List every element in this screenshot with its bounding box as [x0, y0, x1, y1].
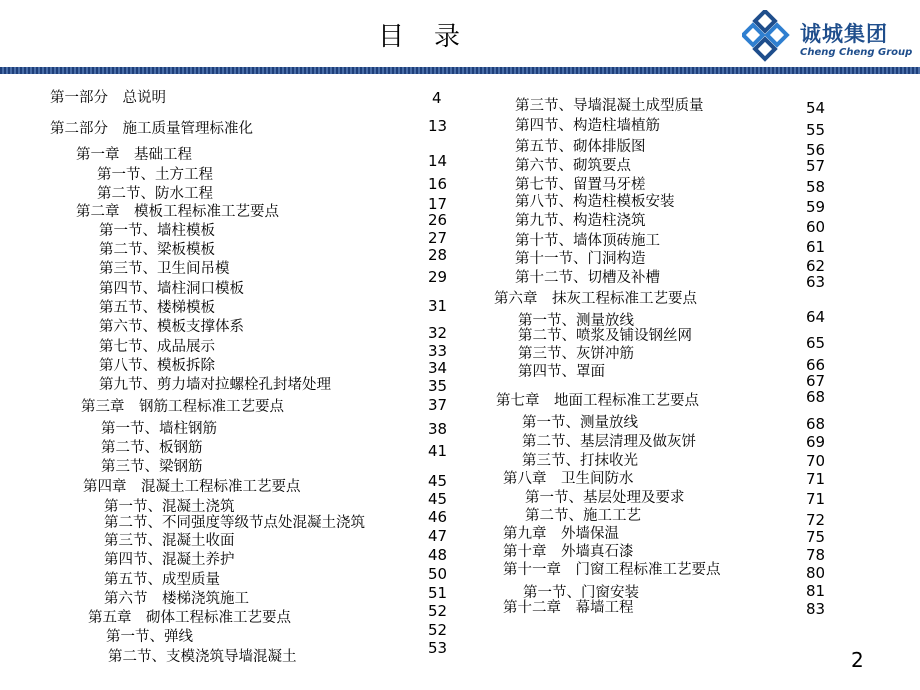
toc-entry: 第十二节、切槽及补槽 — [515, 270, 660, 286]
toc-entry: 第六章 抹灰工程标准工艺要点 — [494, 291, 697, 307]
toc-entry: 第四章 混凝土工程标准工艺要点 — [83, 479, 301, 495]
toc-page: 71 — [806, 490, 826, 508]
toc-entry: 第一节、土方工程 — [97, 167, 213, 183]
toc-entry: 第四节、构造柱墙植筋 — [515, 118, 660, 134]
toc-entry: 第一节、弹线 — [106, 629, 193, 645]
toc-entry: 第十节、墙体顶砖施工 — [515, 233, 660, 249]
toc-entry: 第一节、测量放线 — [518, 313, 634, 329]
toc-entry: 第二节、喷浆及铺设钢丝网 — [518, 328, 692, 344]
page-number: 2 — [851, 648, 864, 672]
toc-page: 80 — [806, 564, 826, 582]
toc-entry: 第一节、混凝土浇筑 — [104, 499, 235, 515]
toc-page: 65 — [806, 334, 826, 352]
toc-entry: 第二节、板钢筋 — [101, 440, 203, 456]
toc-entry: 第三节、卫生间吊模 — [99, 261, 230, 277]
toc-page: 29 — [428, 268, 448, 286]
toc-entry: 第四节、墙柱洞口模板 — [99, 281, 244, 297]
toc-entry: 第十一章 门窗工程标准工艺要点 — [503, 562, 721, 578]
toc-page: 32 — [428, 324, 448, 342]
toc-entry: 第六节、模板支撑体系 — [99, 319, 244, 335]
toc-page: 17 — [428, 195, 448, 213]
toc-entry: 第五章 砌体工程标准工艺要点 — [88, 610, 291, 626]
toc-page: 81 — [806, 582, 826, 600]
company-logo — [742, 8, 914, 64]
toc-page: 61 — [806, 238, 826, 256]
toc-page: 58 — [806, 178, 826, 196]
toc-page: 14 — [428, 152, 448, 170]
toc-page: 69 — [806, 433, 826, 451]
toc-entry: 第五节、砌体排版图 — [515, 139, 646, 155]
toc-entry: 第七节、成品展示 — [99, 339, 215, 355]
toc-entry: 第一节、测量放线 — [522, 415, 638, 431]
toc-page: 33 — [428, 342, 448, 360]
toc-entry: 第六节、砌筑要点 — [515, 158, 631, 174]
toc-entry: 第十一节、门洞构造 — [515, 251, 646, 267]
toc-page: 67 — [806, 372, 826, 390]
toc-page: 57 — [806, 157, 826, 175]
toc-entry: 第一节、墙柱模板 — [99, 223, 215, 239]
toc-entry: 第九章 外墙保温 — [503, 526, 619, 542]
toc-page: 27 — [428, 229, 448, 247]
toc-page: 78 — [806, 546, 826, 564]
toc-page: 46 — [428, 508, 448, 526]
toc-page: 35 — [428, 377, 448, 395]
toc-entry: 第二节、梁板模板 — [99, 242, 215, 258]
toc-page: 41 — [428, 442, 448, 460]
toc-page: 83 — [806, 600, 826, 618]
toc-page: 55 — [806, 121, 826, 139]
toc-page: 68 — [806, 388, 826, 406]
toc-entry: 第二节、防水工程 — [97, 186, 213, 202]
toc-entry: 第三节、梁钢筋 — [101, 459, 203, 475]
toc-entry: 第九节、剪力墙对拉螺栓孔封堵处理 — [99, 377, 331, 393]
toc-page: 71 — [806, 470, 826, 488]
toc-entry: 第二部分 施工质量管理标准化 — [50, 121, 253, 137]
toc-page: 60 — [806, 218, 826, 236]
toc-entry: 第八节、模板拆除 — [99, 358, 215, 374]
toc-page: 50 — [428, 565, 448, 583]
toc-entry: 第三节、导墙混凝土成型质量 — [515, 98, 704, 114]
toc-entry: 第七章 地面工程标准工艺要点 — [496, 393, 699, 409]
toc-page: 37 — [428, 396, 448, 414]
toc-entry: 第二节、支模浇筑导墙混凝土 — [108, 649, 297, 665]
toc-page: 68 — [806, 415, 826, 433]
toc-page: 59 — [806, 198, 826, 216]
toc-entry: 第三节、灰饼冲筋 — [518, 346, 634, 362]
toc-page: 13 — [428, 117, 448, 135]
toc-page: 53 — [428, 639, 448, 657]
toc-page: 28 — [428, 246, 448, 264]
toc-page: 48 — [428, 546, 448, 564]
toc-page: 38 — [428, 420, 448, 438]
toc-entry: 第六节 楼梯浇筑施工 — [104, 591, 249, 607]
toc-page: 45 — [428, 472, 448, 490]
toc-page: 31 — [428, 297, 448, 315]
toc-page: 62 — [806, 257, 826, 275]
toc-entry: 第一章 基础工程 — [76, 147, 192, 163]
logo-mark-icon — [742, 10, 794, 62]
toc-entry: 第四节、罩面 — [518, 364, 605, 380]
toc-page: 52 — [428, 602, 448, 620]
toc-entry: 第三节、打抹收光 — [522, 453, 638, 469]
toc-entry: 第九节、构造柱浇筑 — [515, 213, 646, 229]
toc-entry: 第一部分 总说明 — [50, 90, 166, 106]
toc-entry: 第七节、留置马牙槎 — [515, 177, 646, 193]
toc-entry: 第三章 钢筋工程标准工艺要点 — [81, 399, 284, 415]
toc-page: 63 — [806, 273, 826, 291]
toc-page: 26 — [428, 211, 448, 229]
toc-page: 16 — [428, 175, 448, 193]
toc-entry: 第四节、混凝土养护 — [104, 552, 235, 568]
toc-entry: 第一节、门窗安装 — [523, 585, 639, 601]
toc-entry: 第一节、基层处理及要求 — [525, 490, 685, 506]
toc-entry: 第二节、基层清理及做灰饼 — [522, 434, 696, 450]
header-band — [0, 67, 920, 74]
toc-page: 56 — [806, 141, 826, 159]
toc-page: 47 — [428, 527, 448, 545]
toc-entry: 第八章 卫生间防水 — [503, 471, 634, 487]
toc-page: 51 — [428, 584, 448, 602]
toc-entry: 第二章 模板工程标准工艺要点 — [76, 204, 279, 220]
toc-page: 4 — [432, 89, 442, 107]
toc-entry: 第十章 外墙真石漆 — [503, 544, 634, 560]
toc-entry: 第五节、成型质量 — [104, 572, 220, 588]
page-title: 目 录 — [377, 22, 462, 52]
logo-subtitle: Cheng Cheng Group — [800, 47, 913, 58]
toc-page: 54 — [806, 99, 826, 117]
toc-entry: 第五节、楼梯模板 — [99, 300, 215, 316]
toc-page: 72 — [806, 511, 826, 529]
toc-entry: 第二节、不同强度等级节点处混凝土浇筑 — [104, 515, 365, 531]
toc-page: 66 — [806, 356, 826, 374]
toc-page: 34 — [428, 359, 448, 377]
logo-name: 诚城集团 — [800, 22, 888, 46]
toc-entry: 第八节、构造柱模板安装 — [515, 194, 675, 210]
toc-page: 64 — [806, 308, 826, 326]
toc-entry: 第一节、墙柱钢筋 — [101, 421, 217, 437]
toc-entry: 第二节、施工工艺 — [525, 508, 641, 524]
toc-page: 45 — [428, 490, 448, 508]
toc-entry: 第十二章 幕墙工程 — [503, 600, 634, 616]
toc-page: 70 — [806, 452, 826, 470]
toc-entry: 第三节、混凝土收面 — [104, 533, 235, 549]
toc-page: 52 — [428, 621, 448, 639]
toc-page: 75 — [806, 528, 826, 546]
